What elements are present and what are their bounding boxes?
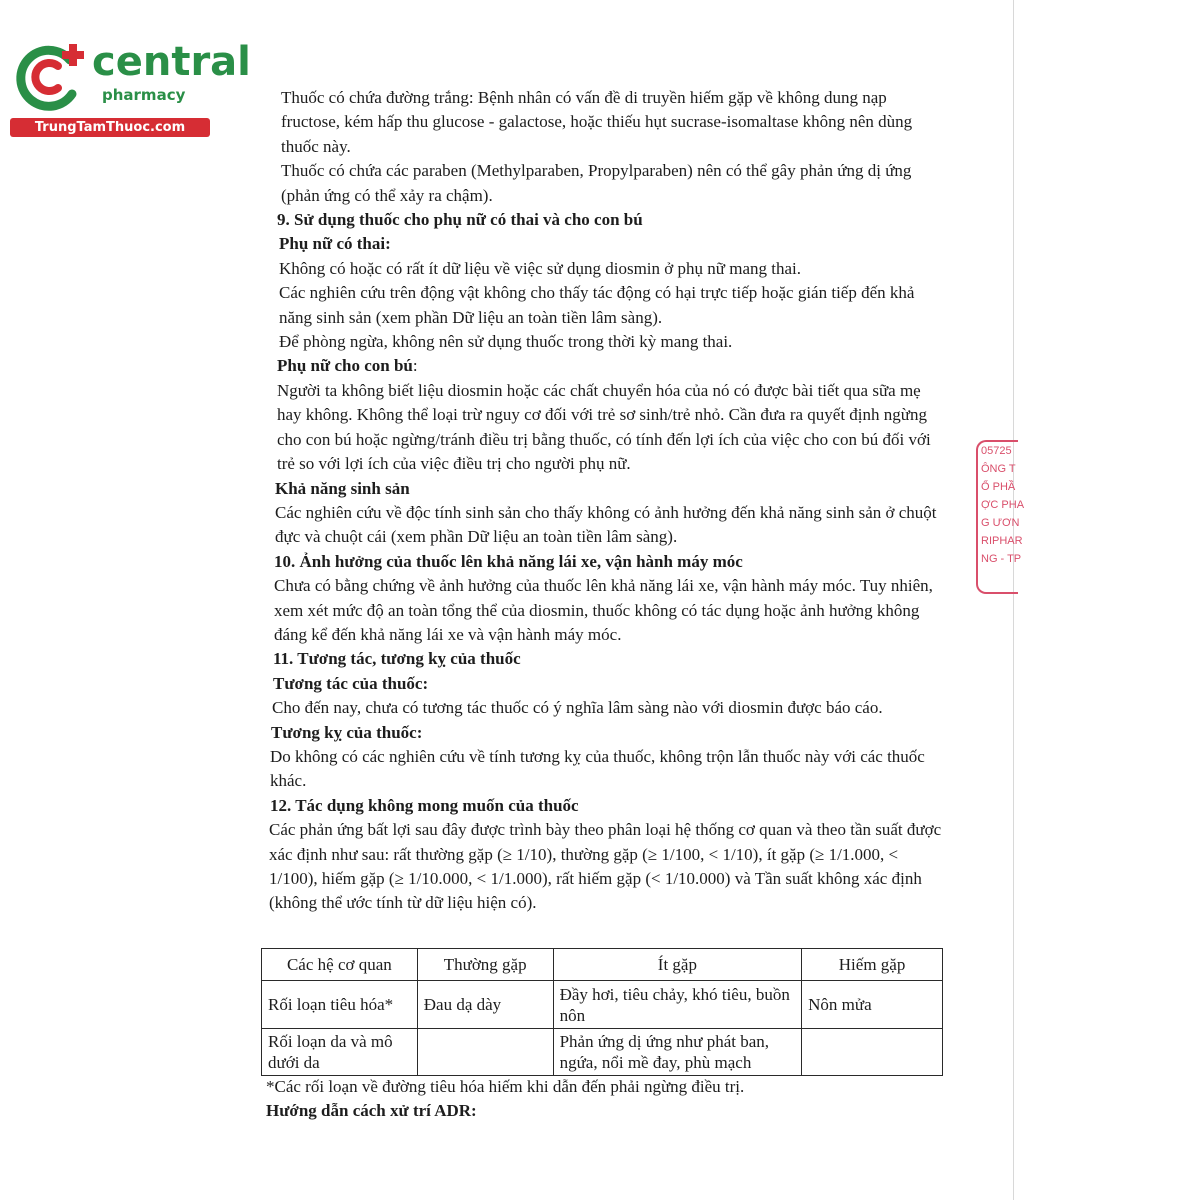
adr-guidance-heading: Hướng dẫn cách xử trí ADR:: [266, 1101, 477, 1120]
paragraph-lactation: Người ta không biết liệu diosmin hoặc các chất chuyển hóa của nó có được bài tiết qua sữa mẹ hay không. Không thể loại trừ nguy cơ đối với trẻ sơ sinh/trẻ nhỏ. Cần đưa ra quyết định ngừng cho con bú hoặc ngừng/tránh điều trị bằng thuốc, có tính đến lợi ích của việc cho con bú đối với trẻ so với lợi ích của việc điều trị cho người phụ nữ.: [277, 380, 931, 474]
paragraph-interactions: Cho đến nay, chưa có tương tác thuốc có ý nghĩa lâm sàng nào với diosmin được báo cáo.: [272, 698, 883, 718]
section-heading-9: 9. Sử dụng thuốc cho phụ nữ có thai và cho con bú: [277, 210, 643, 230]
subheading-lactating: Phụ nữ cho con bú: [277, 356, 413, 376]
document-body: [255, 86, 945, 916]
table-row: [262, 1029, 943, 1076]
subheading-lactating-row: [255, 354, 945, 378]
subheading-incompatibilities: Tương kỵ của thuốc:: [271, 722, 423, 742]
company-stamp: [976, 440, 1025, 594]
section-heading-11: 11. Tương tác, tương kỵ của thuốc: [273, 649, 521, 669]
stamp-line: ÔNG T: [981, 463, 1016, 475]
table-cell: Đầy hơi, tiêu chảy, khó tiêu, buồn nôn: [553, 981, 802, 1029]
paragraph-fertility: Các nghiên cứu về độc tính sinh sản cho thấy không có ảnh hưởng đến khả năng sinh sản ở chuột đực và chuột cái (xem phần Dữ liệu an toàn tiền lâm sàng).: [275, 502, 937, 547]
logo-subtitle: pharmacy: [102, 86, 186, 104]
table-header-cell: Các hệ cơ quan: [262, 949, 418, 981]
stamp-line: 05725: [981, 445, 1012, 457]
table-cell: Rối loạn da và mô dưới da: [262, 1029, 418, 1076]
central-pharmacy-logo: [10, 38, 251, 138]
stamp-line: NG - TP: [981, 553, 1022, 565]
logo-wordmark: central: [92, 39, 251, 85]
section-heading-10: 10. Ảnh hưởng của thuốc lên khả năng lái xe, vận hành máy móc: [274, 551, 743, 571]
table-cell: [417, 1029, 553, 1076]
paragraph-sugar-warning: Thuốc có chứa đường trắng: Bệnh nhân có vấn đề di truyền hiếm gặp về không dung nạp fructose, kém hấp thu glucose - galactose, hoặc thiếu hụt sucrase-isomaltase không nên dùng thuốc này.: [281, 88, 913, 156]
section-heading-12: 12. Tác dụng không mong muốn của thuốc: [270, 795, 579, 815]
table-cell: Rối loạn tiêu hóa*: [262, 981, 418, 1029]
table-cell: Nôn mửa: [802, 981, 943, 1029]
paragraph-prevention: Để phòng ngừa, không nên sử dụng thuốc trong thời kỳ mang thai.: [279, 332, 733, 352]
logo-banner: TrungTamThuoc.com: [10, 118, 210, 137]
paragraph-pregnancy-data: Không có hoặc có rất ít dữ liệu về việc sử dụng diosmin ở phụ nữ mang thai.: [279, 258, 801, 278]
subheading-interactions: Tương tác của thuốc:: [273, 673, 429, 693]
table-header-cell: Thường gặp: [417, 949, 553, 981]
cross-c-logo-icon: [14, 40, 88, 114]
stamp-line: ỢC PHA: [981, 499, 1025, 511]
table-footnote: *Các rối loạn về đường tiêu hóa hiếm khi dẫn đến phải ngừng điều trị.: [266, 1077, 745, 1096]
table-row: [262, 981, 943, 1029]
table-cell: Đau dạ dày: [417, 981, 553, 1029]
stamp-line: RIPHAR: [981, 535, 1023, 547]
table-cell: [802, 1029, 943, 1076]
paragraph-animal-studies: Các nghiên cứu trên động vật không cho thấy tác động có hại trực tiếp hoặc gián tiếp đến khả năng sinh sản (xem phần Dữ liệu an toàn tiền lâm sàng).: [279, 283, 915, 327]
table-header-row: [262, 949, 943, 981]
paragraph-paraben-warning: Thuốc có chứa các paraben (Methylparaben, Propylparaben) nên có thể gây phản ứng dị ứng (phản ứng có thể xảy ra chậm).: [281, 161, 912, 205]
subheading-lactating-colon: :: [412, 356, 418, 376]
stamp-line: G ƯƠN: [981, 517, 1020, 529]
paragraph-adverse-effects: Các phản ứng bất lợi sau đây được trình bày theo phân loại hệ thống cơ quan và theo tần suất được xác định như sau: rất thường gặp (≥ 1/10), thường gặp (≥ 1/100, < 1/10), ít gặp (≥ 1/1.000, < 1/100), hiếm gặp (≥ 1/10.000, < 1/1.000), rất hiếm gặp (< 1/10.000) và Tần suất không xác định (không thể ước tính từ dữ liệu hiện có).: [269, 820, 942, 913]
paragraph-incompatibilities: Do không có các nghiên cứu về tính tương kỵ của thuốc, không trộn lẫn thuốc này với các thuốc khác.: [270, 746, 925, 791]
adverse-reactions-table: [261, 948, 943, 1076]
table-header-cell: Hiếm gặp: [802, 949, 943, 981]
table-cell: Phản ứng dị ứng như phát ban, ngứa, nổi mề đay, phù mạch: [553, 1029, 802, 1076]
subheading-fertility: Khả năng sinh sản: [275, 478, 410, 498]
table-header-cell: Ít gặp: [553, 949, 802, 981]
table-footnote-block: [266, 1075, 956, 1123]
paragraph-driving: Chưa có bằng chứng về ảnh hưởng của thuốc lên khả năng lái xe, vận hành máy móc. Tuy nhiên, xem xét mức độ an toàn tổng thể của diosmin, thuốc không có tác dụng hoặc ảnh hưởng không đáng kể đến khả năng lái xe và vận hành máy móc.: [274, 576, 933, 644]
page-right-edge: [1013, 0, 1014, 1200]
stamp-line: Ổ PHẦ: [981, 481, 1016, 493]
subheading-pregnant: Phụ nữ có thai:: [279, 234, 391, 254]
